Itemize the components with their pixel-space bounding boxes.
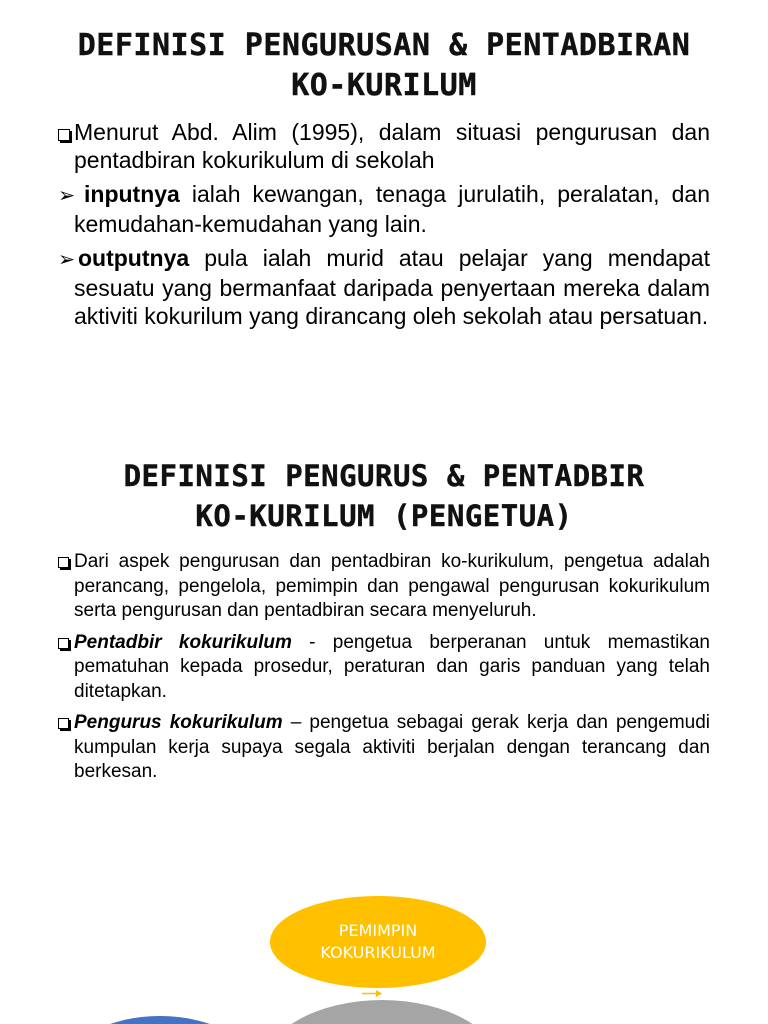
bullet-keyword: outputnya bbox=[78, 245, 190, 271]
grey-oval-shape bbox=[262, 1000, 502, 1024]
bullet-inputnya: ➢ inputnya ialah kewangan, tenaga jurulatih, peralatan, dan kemudahan-kemudahan yang lain. bbox=[58, 181, 710, 237]
bullet-keyword: Pentadbir kokurikulum bbox=[74, 631, 292, 653]
bullet-keyword: inputnya bbox=[84, 181, 180, 207]
slide-2-title bbox=[30, 456, 738, 536]
slide-2-title-line2: KO-KURILUM (PENGETUA) bbox=[195, 499, 573, 533]
connector-arrow-icon bbox=[362, 990, 382, 997]
bullet-pengurus bbox=[58, 711, 710, 785]
pemimpin-kokurikulum-oval bbox=[270, 896, 486, 988]
slide-2-bullet-list bbox=[58, 550, 710, 792]
oval-label-line2: KOKURIKULUM bbox=[320, 943, 436, 962]
slide-diagram bbox=[0, 870, 768, 1024]
bullet-outputnya: ➢ outputnya pula ialah murid atau pelajar yang mendapat sesuatu yang bermanfaat daripada penyertaan mereka dalam aktiviti kokurilum yang dirancang oleh sekolah atau persatuan. bbox=[58, 245, 710, 329]
bullet-menurut bbox=[58, 118, 710, 174]
checkbox-bullet-icon bbox=[58, 557, 69, 568]
checkbox-bullet-icon bbox=[58, 638, 69, 649]
bullet-text: pula ialah murid atau pelajar yang mendapat sesuatu yang bermanfaat daripada penyertaan mereka dalam aktiviti kokurilum yang dirancang oleh sekolah atau persatuan. bbox=[74, 245, 710, 329]
slide-definisi-pengurus bbox=[0, 440, 768, 860]
bullet-text: Menurut Abd. Alim (1995), dalam situasi pengurusan dan pentadbiran kokurikulum di sekolah bbox=[74, 119, 710, 173]
bullet-text: ialah kewangan, tenaga jurulatih, peralatan, dan kemudahan-kemudahan yang lain. bbox=[74, 181, 710, 237]
slide-1-title-line2: KO-KURILUM bbox=[291, 68, 477, 103]
oval-label-line1: PEMIMPIN bbox=[338, 921, 418, 940]
slide-1-title-line1: DEFINISI PENGURUSAN & PENTADBIRAN bbox=[77, 28, 691, 63]
slide-1-bullet-list bbox=[58, 118, 710, 336]
bullet-keyword: Pengurus kokurikulum bbox=[74, 712, 283, 733]
checkbox-bullet-icon bbox=[58, 718, 69, 729]
slide-2-title-line1: DEFINISI PENGURUS & PENTADBIR bbox=[123, 459, 645, 493]
blue-oval-shape bbox=[60, 1016, 260, 1024]
bullet-dari-aspek bbox=[58, 550, 710, 624]
bullet-text: - pengetua berperanan untuk memastikan pematuhan kepada prosedur, peraturan dan garis panduan yang telah ditetapkan. bbox=[74, 631, 711, 702]
bullet-text: – pengetua sebagai gerak kerja dan pengemudi kumpulan kerja supaya segala aktiviti berjalan dengan terancang dan berkesan. bbox=[74, 712, 710, 782]
slide-definisi-pengurusan bbox=[0, 0, 768, 420]
checkbox-bullet-icon bbox=[58, 129, 70, 141]
bullet-pentadbir bbox=[58, 631, 710, 705]
slide-1-title bbox=[30, 26, 738, 106]
bullet-text: Dari aspek pengurusan dan pentadbiran ko-kurikulum, pengetua adalah perancang, pengelola, pemimpin dan pengawal pengurusan kokurikulum serta pengurusan dan pentadbiran secara menyeluruh. bbox=[74, 551, 710, 621]
